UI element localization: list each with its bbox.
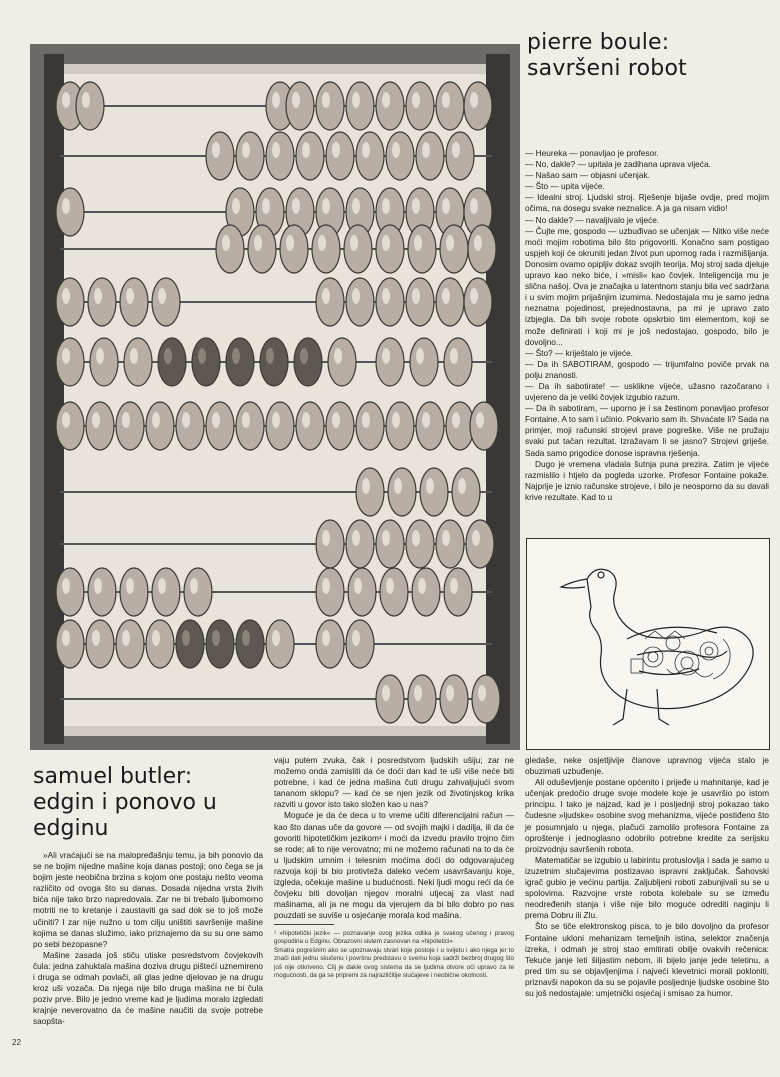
abacus-bead bbox=[266, 402, 294, 450]
paragraph: — No, dakle? — upitala je zadihana uprava vijeća. bbox=[525, 159, 711, 170]
paragraph: Dugo je vremena vladala šutnja puna prezira. Zatim je vijeće razmislilo i htjelo da pogleda uzorke. Profesor Fontaine pokaže. Najprije je iznio računske strojeve, i bilo je neosporno da su davali krive rezultate. Kad to u bbox=[525, 458, 769, 502]
bead-highlight bbox=[474, 235, 482, 251]
bead-highlight bbox=[62, 348, 70, 364]
abacus-bead bbox=[386, 132, 414, 180]
abacus-bead bbox=[116, 620, 144, 668]
paragraph: vaju putem zvuka, čak i posredstvom ljudskih ušiju; zar ne možemo onda zamisliti da će doći dan kad te uši više neće biti potrebne, i kad će jedna mašina čuti drugu zahvaljujući svom tananom sklopu? — kad će se njen jezik od životinjskog krika razviti u govor isto tako složen kao u nas? bbox=[274, 755, 514, 810]
bead-highlight bbox=[130, 348, 138, 364]
abacus-bead bbox=[468, 225, 496, 273]
abacus-bead bbox=[266, 132, 294, 180]
abacus-bead bbox=[206, 132, 234, 180]
paragraph: — Da ih SABOTIRAM, gospodo — trijumfalno poviče prvak na polju znanosti. bbox=[525, 358, 769, 380]
bead-highlight bbox=[122, 630, 130, 646]
abacus-bead bbox=[436, 82, 464, 130]
bead-highlight bbox=[362, 478, 370, 494]
abacus-bead bbox=[348, 568, 376, 616]
abacus-bead bbox=[470, 402, 498, 450]
title-author: pierre boule: bbox=[527, 30, 670, 55]
abacus-bead bbox=[406, 82, 434, 130]
abacus-bead bbox=[440, 675, 468, 723]
bead-highlight bbox=[450, 578, 458, 594]
bead-highlight bbox=[126, 288, 134, 304]
page-number: 22 bbox=[12, 1038, 21, 1047]
abacus-bead bbox=[248, 225, 276, 273]
article-title-boule bbox=[527, 30, 767, 82]
bead-highlight bbox=[382, 288, 390, 304]
bead-highlight bbox=[426, 478, 434, 494]
abacus-bead bbox=[346, 278, 374, 326]
bead-highlight bbox=[302, 412, 310, 428]
abacus-bead bbox=[344, 225, 372, 273]
bead-highlight bbox=[92, 630, 100, 646]
abacus-bead bbox=[124, 338, 152, 386]
bead-highlight bbox=[412, 288, 420, 304]
abacus-bead bbox=[184, 568, 212, 616]
bead-highlight bbox=[352, 198, 360, 214]
abacus-bead bbox=[146, 620, 174, 668]
abacus-bead bbox=[326, 132, 354, 180]
paragraph: gledaše, neke osjetljivije članove upravnog vijeća stalo je obuzimati uzbuđenje. bbox=[525, 755, 769, 777]
bead-highlight bbox=[272, 412, 280, 428]
bead-highlight bbox=[242, 412, 250, 428]
abacus-bead bbox=[56, 188, 84, 236]
title-work: edgin i ponovo u edginu bbox=[33, 790, 217, 841]
bead-highlight bbox=[62, 198, 70, 214]
bead-highlight bbox=[62, 578, 70, 594]
abacus-bead bbox=[216, 225, 244, 273]
abacus-bead bbox=[376, 520, 404, 568]
abacus-bead bbox=[408, 225, 436, 273]
abacus-bead bbox=[388, 468, 416, 516]
bead-highlight bbox=[352, 630, 360, 646]
paragraph: — Što — upita vijeće. bbox=[525, 181, 605, 192]
paragraph: — Čujte me, gospodo — uzbuđivao se učenjak — Nitko više neće moći mojim robotima bilo što prigovoriti. Konačno sam postigao uspjeh koji će okruniti jedan život pun upornog rada i razmišljanja. Donosim ovamo opipljiv dokaz svojih teorija. Moj stroj sada djeluje upravo kao neko biće, i »misli« kao čovjek. Inteligencija mu je slična našoj. Ova je značajka u latentnom stanju bila već sadržana i u svim mojim prijašnjim izumima. Nedostajala mu je samo jedna neznatna pojedinost, prejednostavna, pa mi je upravo zato izbjegla. Da bih svoje robote opskrbio tim elementom, koji se može definirati i koji mi je još nedostajao, gospodo, bilo je dovoljno... bbox=[525, 225, 769, 347]
bead-highlight bbox=[62, 412, 70, 428]
bead-highlight bbox=[322, 288, 330, 304]
bead-highlight bbox=[262, 198, 270, 214]
bead-highlight bbox=[182, 630, 190, 646]
bead-highlight bbox=[62, 92, 70, 108]
paragraph: — Heureka — ponavljao je profesor. bbox=[525, 148, 659, 158]
bead-highlight bbox=[352, 530, 360, 546]
abacus-bead bbox=[226, 338, 254, 386]
bead-highlight bbox=[122, 412, 130, 428]
bead-highlight bbox=[126, 578, 134, 594]
abacus-bead bbox=[316, 568, 344, 616]
bead-highlight bbox=[332, 142, 340, 158]
abacus-bead bbox=[356, 468, 384, 516]
title-author: samuel butler: bbox=[33, 764, 193, 789]
abacus-bead bbox=[312, 225, 340, 273]
paragraph: — Idealni stroj. Ljudski stroj. Rješenje bijaše ovdje, pred mojim očima, na dosegu svake neznalice. A ja ga nisam vidio! bbox=[525, 192, 769, 214]
bead-highlight bbox=[412, 198, 420, 214]
title-work: savršeni robot bbox=[527, 56, 687, 81]
bead-highlight bbox=[442, 198, 450, 214]
abacus-bead bbox=[88, 568, 116, 616]
abacus-bead bbox=[380, 568, 408, 616]
abacus-bead bbox=[464, 82, 492, 130]
abacus-bead bbox=[146, 402, 174, 450]
abacus-bead bbox=[406, 278, 434, 326]
story-text-butler-continued bbox=[274, 755, 514, 921]
paragraph: — No dakle? — navaljivalo je vijeće. bbox=[525, 214, 660, 225]
story-text-boule-continued bbox=[525, 755, 769, 1000]
abacus-bead bbox=[294, 338, 322, 386]
bead-highlight bbox=[322, 530, 330, 546]
bead-highlight bbox=[470, 288, 478, 304]
paragraph: — Da ih sabotirate! — usklikne vijeće, užasno razočarano i uvjereno da je veliki čovjek izgubio razum. bbox=[525, 380, 769, 403]
abacus-bead bbox=[376, 82, 404, 130]
bead-highlight bbox=[96, 348, 104, 364]
abacus-bead bbox=[316, 620, 344, 668]
bead-highlight bbox=[318, 235, 326, 251]
bead-highlight bbox=[412, 92, 420, 108]
abacus-bead bbox=[444, 568, 472, 616]
abacus-bead bbox=[86, 402, 114, 450]
bead-highlight bbox=[182, 412, 190, 428]
bead-highlight bbox=[350, 235, 358, 251]
paragraph: Matematičar se izgubio u labirintu protuslovlja i sada je samo u izuzetnim slučajevima postizavao ispravni zaključak. Šahovski igrač gubio je većinu partija. Zaljubljeni roboti zabunjivali su se u spolovima. Razvojne vrste robota kolebale su se između neodređenih stanja i više nije bilo moguće odrediti naginju li prema Dobru ili Zlu. bbox=[525, 854, 769, 921]
abacus-bead bbox=[446, 132, 474, 180]
abacus-bead bbox=[152, 568, 180, 616]
bead-highlight bbox=[232, 198, 240, 214]
bead-highlight bbox=[352, 92, 360, 108]
footnote-text: ¹ »hipotetički jezik« — poznavanje ovog jezika odlika je svakog učenog i pravog gospodina u Edginu. Obrazovni sistem zasnovan na »hipotetici« bbox=[274, 930, 514, 946]
abacus-bead bbox=[176, 402, 204, 450]
abacus-bead bbox=[408, 675, 436, 723]
bead-highlight bbox=[292, 198, 300, 214]
bead-highlight bbox=[292, 92, 300, 108]
abacus-bead bbox=[420, 468, 448, 516]
abacus-bead bbox=[386, 402, 414, 450]
abacus-bead bbox=[436, 278, 464, 326]
bead-highlight bbox=[478, 685, 486, 701]
abacus-bead bbox=[206, 620, 234, 668]
bead-highlight bbox=[446, 685, 454, 701]
bead-highlight bbox=[418, 578, 426, 594]
abacus-bead bbox=[116, 402, 144, 450]
abacus-bead bbox=[88, 278, 116, 326]
abacus-bead bbox=[410, 338, 438, 386]
bead-highlight bbox=[322, 630, 330, 646]
abacus-bead bbox=[346, 620, 374, 668]
footnote-divider bbox=[274, 924, 334, 925]
abacus-bead bbox=[466, 520, 494, 568]
abacus-bead bbox=[280, 225, 308, 273]
abacus-bead bbox=[328, 338, 356, 386]
abacus-bead bbox=[416, 402, 444, 450]
bead-highlight bbox=[212, 630, 220, 646]
bead-highlight bbox=[190, 578, 198, 594]
abacus-bead bbox=[440, 225, 468, 273]
paragraph: — Našao sam — objasni učenjak. bbox=[525, 170, 650, 181]
bead-highlight bbox=[94, 288, 102, 304]
bead-highlight bbox=[164, 348, 172, 364]
abacus-bead bbox=[158, 338, 186, 386]
bead-highlight bbox=[242, 630, 250, 646]
bead-highlight bbox=[198, 348, 206, 364]
bead-highlight bbox=[458, 478, 466, 494]
bead-highlight bbox=[300, 348, 308, 364]
bead-highlight bbox=[450, 348, 458, 364]
bead-highlight bbox=[94, 578, 102, 594]
abacus-bead bbox=[56, 620, 84, 668]
paragraph: — Što? — kriještalo je vijeće. bbox=[525, 347, 633, 358]
bead-highlight bbox=[322, 92, 330, 108]
bead-highlight bbox=[386, 578, 394, 594]
bead-highlight bbox=[82, 92, 90, 108]
abacus-bead bbox=[206, 402, 234, 450]
bead-highlight bbox=[272, 630, 280, 646]
bead-highlight bbox=[442, 288, 450, 304]
bead-highlight bbox=[362, 412, 370, 428]
abacus-bead bbox=[90, 338, 118, 386]
abacus-bead bbox=[376, 675, 404, 723]
bead-highlight bbox=[394, 478, 402, 494]
abacus-bead bbox=[346, 520, 374, 568]
bead-highlight bbox=[272, 92, 280, 108]
bead-highlight bbox=[392, 412, 400, 428]
bead-highlight bbox=[212, 412, 220, 428]
bead-highlight bbox=[452, 412, 460, 428]
story-text-boule bbox=[525, 148, 769, 526]
bead-highlight bbox=[472, 530, 480, 546]
mechanical-duck-illustration bbox=[526, 538, 770, 750]
abacus-bead bbox=[266, 620, 294, 668]
abacus-bead bbox=[316, 278, 344, 326]
abacus-bead bbox=[286, 82, 314, 130]
bead-highlight bbox=[222, 235, 230, 251]
abacus-bead bbox=[236, 620, 264, 668]
abacus-bead bbox=[260, 338, 288, 386]
bead-highlight bbox=[470, 92, 478, 108]
abacus-bead bbox=[412, 568, 440, 616]
bead-highlight bbox=[322, 578, 330, 594]
abacus-bead bbox=[356, 402, 384, 450]
bead-highlight bbox=[476, 412, 484, 428]
paragraph: »Ali vraćajući se na malopređašnju temu, ja bih ponovio da se ne bojim nijedne mašine koja danas postoji; ono čega se ja bojim jeste neobična brzina s kojom one postaju nešto veoma različito od ovoga što su danas. Dosada nijedna vrsta živih bića nije tako brzo napredovala. Zar ne bi trebalo ljubomorno motriti ne to kretanje i zaustaviti ga sad dok se to još može učiniti? I zar nije nužno u tom cilju uništiti savršenije mašine kojima se danas služimo, iako priznajemo da su su one samo po sebi bezopasne? bbox=[33, 850, 263, 949]
bead-highlight bbox=[382, 92, 390, 108]
bead-highlight bbox=[412, 530, 420, 546]
bead-highlight bbox=[446, 235, 454, 251]
abacus-bead bbox=[296, 132, 324, 180]
bead-highlight bbox=[322, 198, 330, 214]
paragraph: Mašine zasada još stiču utiske posredstvom čovjekovih čula: jedna zahuktala mašina doziva drugu pištećí uznemireno i druga se odmah povlači, ali glas jedne djelovao je na drugu kroz uši vozača. Da njega nije bilo druga mašina ne bi čula poziv prve. Bilo je jedno vreme kad je ljudima moralo izgledati krajnje neverovatno da će mašine naučiti da svoje potrebe saopšta- bbox=[33, 949, 263, 1027]
footnote bbox=[274, 930, 514, 980]
abacus-bead bbox=[86, 620, 114, 668]
bead-highlight bbox=[442, 530, 450, 546]
abacus-bead bbox=[56, 338, 84, 386]
abacus-bead bbox=[120, 568, 148, 616]
abacus-bead bbox=[406, 520, 434, 568]
bead-highlight bbox=[414, 235, 422, 251]
paragraph: Što se tiče elektronskog pisca, to je bilo dovoljno da profesor Fontaine ukloni mehanizam temeljnih istina, selektor značenja izreka, i odmah je stroj stao emitirati obilje ovakvih rečenica: Tekuće janje leti šiljastim nebom, ili bijelo janje jede teletinu, a pred tim su se objavljenjima i najveći klevetnici morali pokloniti, priznavši napokon da su se pojavile posljednje ljudske osobine što su još nedostajale: umjetnički osjećaj i smisao za humor. bbox=[525, 921, 769, 998]
bead-highlight bbox=[354, 578, 362, 594]
bead-highlight bbox=[62, 630, 70, 646]
bead-highlight bbox=[266, 348, 274, 364]
abacus-bead bbox=[416, 132, 444, 180]
bead-highlight bbox=[334, 348, 342, 364]
bead-highlight bbox=[392, 142, 400, 158]
abacus-bead bbox=[120, 278, 148, 326]
bead-highlight bbox=[362, 142, 370, 158]
paragraph: Ali oduševljenje postane općenito i prijeđe u mahnitanje, kad je učenjak predočio druge svoje modele koje je usavršio po istom principu. I tako je najzad, kad je i posljednji stroj pokazao tako čudesne »ljudske« osobine svog mehanizma, vijeće postiđeno što je posumnjalo u njega, plačući zamolilo profesora Fontaine za oproštenje i jednoglasno odobrilo potrebne kredite za serijsku proizvodnju savršenih robota. bbox=[525, 777, 769, 854]
abacus-bead bbox=[56, 568, 84, 616]
abacus-bead bbox=[356, 132, 384, 180]
abacus-bead bbox=[236, 402, 264, 450]
abacus-bead bbox=[296, 402, 324, 450]
bead-highlight bbox=[212, 142, 220, 158]
abacus-bead bbox=[176, 620, 204, 668]
abacus-bead bbox=[436, 520, 464, 568]
bead-highlight bbox=[422, 142, 430, 158]
bead-highlight bbox=[232, 348, 240, 364]
abacus-bead bbox=[376, 338, 404, 386]
bead-highlight bbox=[332, 412, 340, 428]
abacus-bead bbox=[152, 278, 180, 326]
bead-highlight bbox=[382, 685, 390, 701]
abacus-bead bbox=[236, 132, 264, 180]
footnote-text: Smatra pogrešnim ako se upoznavaju stvari koje postoje i u svijetu i ako njega jer to znači dati jednu skučenu i površnu predstavu o svemu koja sadrži bezbroj drugog što još nije otkriveno. Cilj je dakle ovog sistema da se ljudima otvore oči upravo za te mogućnosti, da ga se pripremi za najrazličitije slučajeve i neobične okolnosti. bbox=[274, 946, 514, 980]
bead-highlight bbox=[382, 235, 390, 251]
bead-highlight bbox=[352, 288, 360, 304]
abacus-bead bbox=[56, 402, 84, 450]
paragraph: — Da ih sabotiram, — uporno je i sa žestinom ponavljao profesor Fontaine. A to sam i učinio. Pokvario sam ih. Shvaćate li? Sada na primjer, moji računski strojevi prave pogreške. Više ne pružaju svaki put tačan rezultat. Izražavam li se jasno? Strojevi griješe. Sada samo prigodice donose ispravna rješenja. bbox=[525, 403, 769, 458]
abacus-bead bbox=[376, 278, 404, 326]
bead-highlight bbox=[286, 235, 294, 251]
bead-highlight bbox=[414, 685, 422, 701]
bead-highlight bbox=[152, 412, 160, 428]
bead-highlight bbox=[382, 348, 390, 364]
abacus-photo bbox=[30, 44, 520, 750]
abacus-bead bbox=[452, 468, 480, 516]
abacus-bead bbox=[464, 278, 492, 326]
abacus-bead bbox=[76, 82, 104, 130]
bead-highlight bbox=[452, 142, 460, 158]
bead-highlight bbox=[254, 235, 262, 251]
abacus-bead bbox=[56, 278, 84, 326]
abacus-bead bbox=[316, 520, 344, 568]
bead-highlight bbox=[242, 142, 250, 158]
bead-highlight bbox=[382, 198, 390, 214]
abacus-bead bbox=[472, 675, 500, 723]
bead-highlight bbox=[442, 92, 450, 108]
bead-highlight bbox=[158, 288, 166, 304]
story-text-butler bbox=[33, 850, 263, 1062]
bead-highlight bbox=[152, 630, 160, 646]
bead-highlight bbox=[382, 530, 390, 546]
abacus-bead bbox=[346, 82, 374, 130]
article-title-butler bbox=[33, 764, 263, 842]
abacus-bead bbox=[192, 338, 220, 386]
paragraph: Moguće je da će deca u to vreme učiti diferencijalni račun — kao što danas uče da govore — od svojih majki i dadilja, ili da će govoriti hipotetičkim jezikom¹ i moći da izvedu pravilo trojno čim se rode; ali to nije verovatno; mi ne možemo računati na to da će u ljudskim umnim i telesnim moćima doći do odgovarajućeg razvoja koji bi bio protivteža daleko većem usavršavanju koje, izgleda, očekuje mašine u budućnosti. Neki ljudi mogu reći da će čovjeku biti dovoljan njegov moralni utjecaj za vlast nad mašinama, ali ja ne mogu da vjerujem da bi bilo dobro po nas pouzdati se suviše u osjećanje morala kod mašina. bbox=[274, 810, 514, 921]
bead-highlight bbox=[422, 412, 430, 428]
abacus-bead bbox=[444, 338, 472, 386]
bead-highlight bbox=[92, 412, 100, 428]
abacus-bead bbox=[316, 82, 344, 130]
bead-highlight bbox=[302, 142, 310, 158]
bead-highlight bbox=[158, 578, 166, 594]
bead-highlight bbox=[272, 142, 280, 158]
abacus-bead bbox=[326, 402, 354, 450]
bead-highlight bbox=[62, 288, 70, 304]
bead-highlight bbox=[470, 198, 478, 214]
bead-highlight bbox=[416, 348, 424, 364]
abacus-bead bbox=[376, 225, 404, 273]
